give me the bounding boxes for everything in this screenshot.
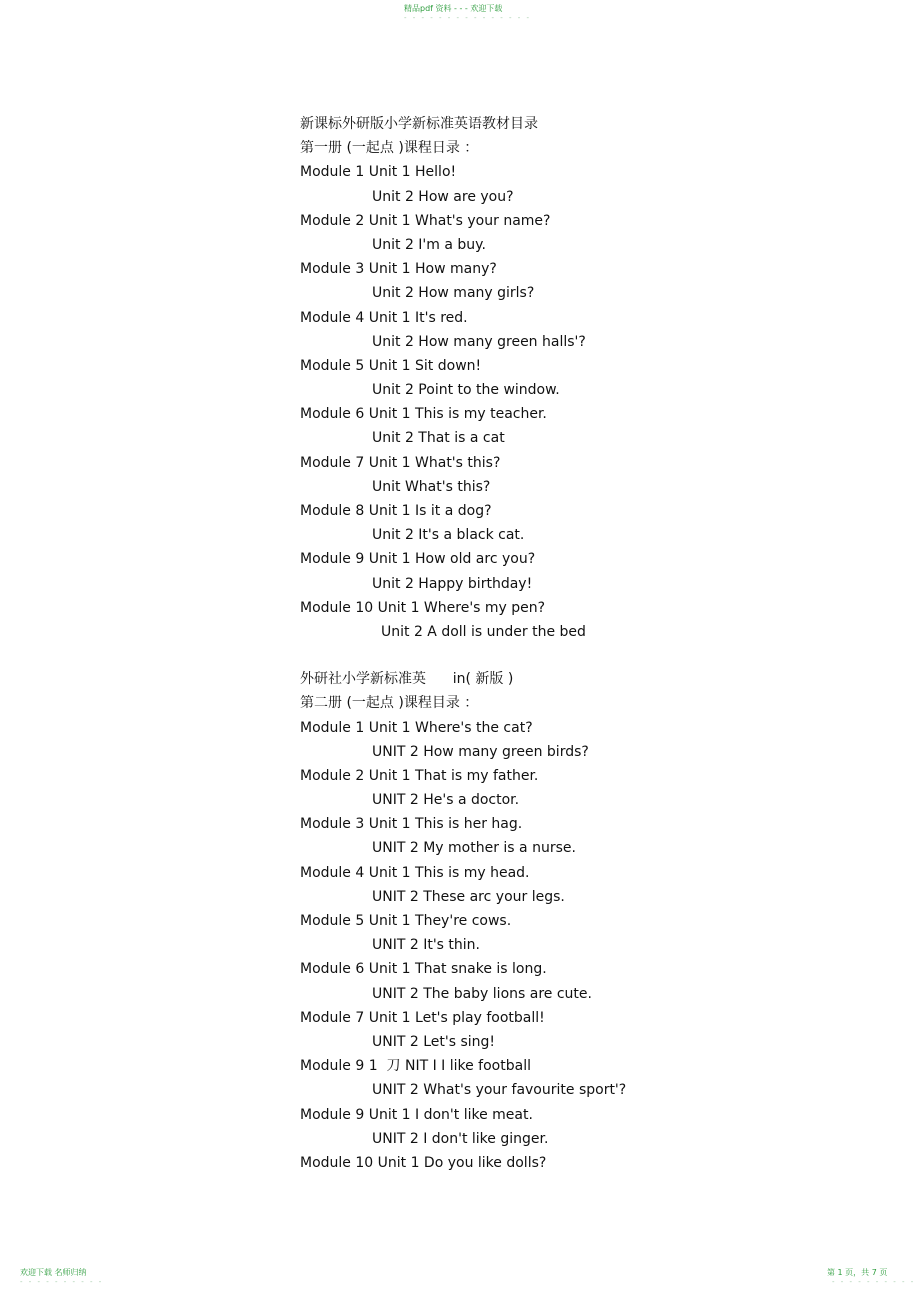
section1-title: 新课标外研版小学新标准英语教材目录 bbox=[300, 116, 538, 132]
module-line: Module 7 Unit 1 What's this? bbox=[300, 454, 501, 471]
unit-line: Unit 2 It's a black cat. bbox=[372, 527, 525, 544]
unit-line: Unit 2 That is a cat bbox=[372, 430, 505, 447]
document-body bbox=[300, 112, 820, 1175]
footer-right-dots: - - - - - - - - - - bbox=[832, 1278, 916, 1286]
section2-subtitle: 第二册 (一起点 )课程目录 ： bbox=[300, 695, 479, 712]
module-line: Module 10 Unit 1 Do you like dolls? bbox=[300, 1154, 547, 1171]
unit-line: UNIT 2 My mother is a nurse. bbox=[372, 840, 576, 857]
module-line: Module 6 Unit 1 This is my teacher. bbox=[300, 406, 547, 423]
module-line: Module 5 Unit 1 They're cows. bbox=[300, 913, 512, 929]
footer-page-number: 第 1 页，共 7 页 bbox=[827, 1268, 888, 1277]
module-line: Module 5 Unit 1 Sit down! bbox=[300, 357, 482, 374]
unit-line: Unit 2 How are you? bbox=[372, 188, 514, 205]
unit-line: UNIT 2 How many green birds? bbox=[372, 743, 589, 760]
module-line: Module 4 Unit 1 This is my head. bbox=[300, 864, 530, 881]
module-line: Module 1 Unit 1 Hello! bbox=[300, 164, 457, 181]
module-line: Module 1 Unit 1 Where's the cat? bbox=[300, 719, 533, 736]
unit-line: UNIT 2 Let's sing! bbox=[372, 1033, 496, 1050]
module-line: Module 9 Unit 1 How old arc you? bbox=[300, 551, 536, 568]
module-line: Module 4 Unit 1 It's red. bbox=[300, 309, 468, 326]
unit-line: UNIT 2 These arc your legs. bbox=[372, 888, 565, 905]
unit-line: UNIT 2 The baby lions are cute. bbox=[372, 985, 592, 1002]
unit-line: Unit 2 I'm a buy. bbox=[372, 236, 486, 253]
unit-line: Unit 2 How many girls? bbox=[372, 285, 535, 302]
module-line: Module 7 Unit 1 Let's play football! bbox=[300, 1009, 545, 1026]
unit-line: UNIT 2 It's thin. bbox=[372, 937, 480, 954]
unit-line: UNIT 2 He's a doctor. bbox=[372, 792, 520, 809]
module-line: Module 3 Unit 1 How many? bbox=[300, 261, 497, 278]
section1-subtitle: 第一册 (一起点 )课程日录 ： bbox=[300, 140, 479, 157]
module-line: Module 8 Unit 1 Is it a dog? bbox=[300, 503, 492, 519]
module-line: Module 10 Unit 1 Where's my pen? bbox=[300, 599, 546, 616]
unit-line: Unit 2 A doll is under the bed bbox=[381, 623, 586, 640]
unit-line: UNIT 2 What's your favourite sport'? bbox=[372, 1082, 627, 1099]
footer-left: 欢迎下载 名师归纳 bbox=[20, 1268, 87, 1277]
module-line: Module 2 Unit 1 What's your name? bbox=[300, 212, 551, 229]
unit-line: Unit 2 Happy birthday! bbox=[372, 575, 533, 592]
section2-title: 外研社小学新标准英 in( 新版 ) bbox=[300, 671, 514, 688]
header-watermark: 精品pdf 资料 - - - 欢迎下载 bbox=[404, 4, 503, 13]
section1-list bbox=[300, 160, 820, 644]
section2-list bbox=[300, 716, 820, 1176]
module-line: Module 9 Unit 1 I don't like meat. bbox=[300, 1106, 533, 1123]
footer-left-dots: - - - - - - - - - - bbox=[20, 1278, 104, 1286]
module-line: Module 9 1 刀 NIT I I like football bbox=[300, 1058, 531, 1075]
header-dots: - - - - - - - - - - - - - - - bbox=[404, 14, 532, 22]
unit-line: Unit What's this? bbox=[372, 478, 491, 495]
module-line: Module 3 Unit 1 This is her hag. bbox=[300, 816, 523, 833]
module-line: Module 2 Unit 1 That is my father. bbox=[300, 767, 539, 784]
unit-line: UNIT 2 I don't like ginger. bbox=[372, 1130, 549, 1147]
unit-line: Unit 2 How many green halls'? bbox=[372, 333, 586, 350]
module-line: Module 6 Unit 1 That snake is long. bbox=[300, 961, 547, 978]
unit-line: Unit 2 Point to the window. bbox=[372, 382, 560, 399]
